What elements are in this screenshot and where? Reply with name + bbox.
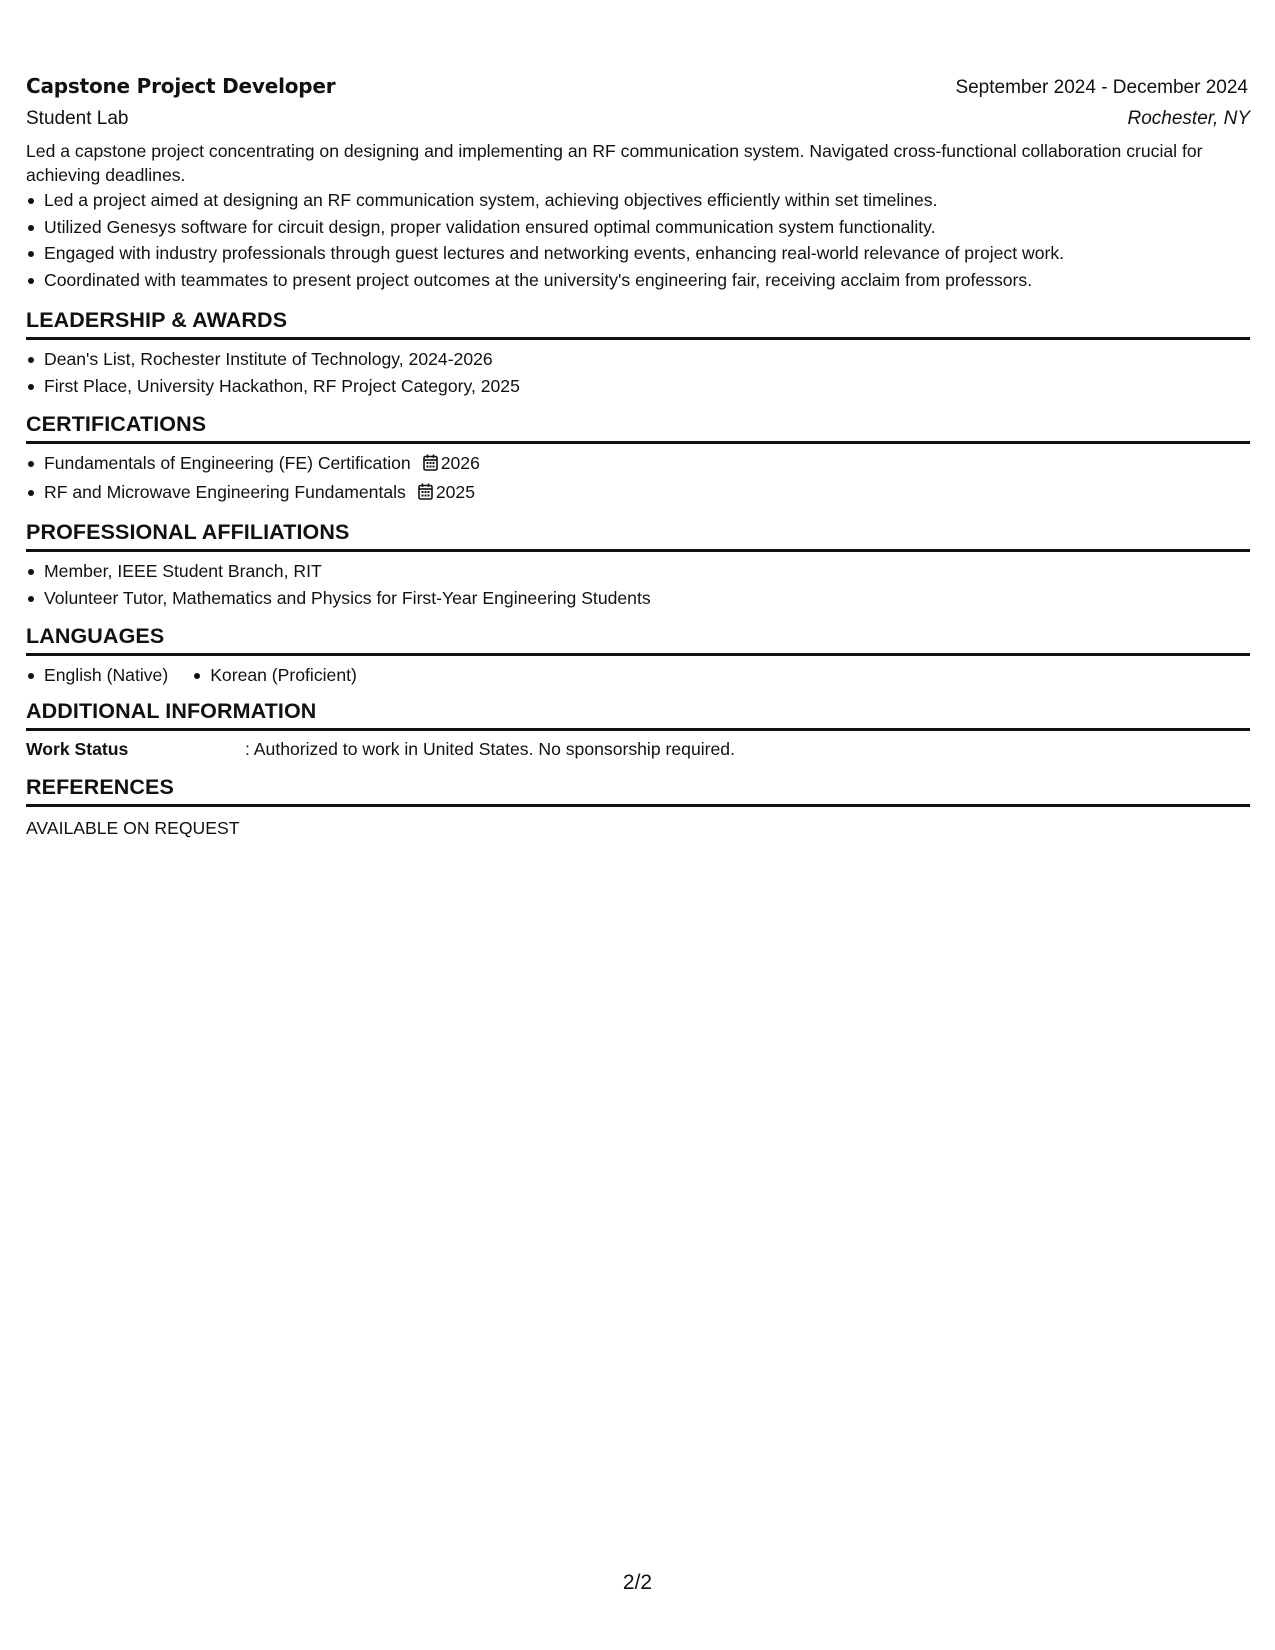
section-heading: PROFESSIONAL AFFILIATIONS [26,520,1250,552]
work-status-value: : Authorized to work in United States. No sponsorship required. [245,738,735,759]
job-dates: September 2024 - December 2024 [955,77,1248,98]
job-bullet-list [26,187,1250,293]
list-item: Utilized Genesys software for circuit design, proper validation ensured optimal communication system functionality. [26,214,1250,241]
section-certifications [26,412,1250,507]
calendar-icon [423,452,438,479]
experience-entry [26,74,1250,293]
section-additional-information [26,699,1250,761]
section-languages [26,624,1250,689]
section-heading: LANGUAGES [26,624,1250,656]
list-item: Volunteer Tutor, Mathematics and Physics for First-Year Engineering Students [26,585,1250,612]
job-title: Capstone Project Developer [26,74,336,98]
section-leadership [26,308,1250,399]
certifications-list [26,450,1250,507]
job-summary: Led a capstone project concentrating on designing and implementing an RF communication system. Navigated cross-functional collaboration crucial for achieving deadlines. [26,141,1203,185]
job-location: Rochester, NY [1127,108,1250,129]
section-references [26,775,1250,840]
affiliations-list [26,558,1250,611]
section-heading: CERTIFICATIONS [26,412,1250,444]
work-status-label: Work Status [26,738,129,759]
certification-item [26,450,1250,479]
leadership-list [26,346,1250,399]
language-item: English (Native) [26,662,168,689]
languages-list [26,662,1250,689]
section-heading: ADDITIONAL INFORMATION [26,699,1250,731]
list-item: Member, IEEE Student Branch, RIT [26,558,1250,585]
certification-item [26,479,1250,508]
list-item: Dean's List, Rochester Institute of Technology, 2024-2026 [26,346,1250,373]
section-heading: REFERENCES [26,775,1250,807]
calendar-icon [418,481,433,508]
certification-year: 2025 [435,481,475,502]
section-affiliations [26,520,1250,611]
resume-page [26,74,1250,840]
list-item: Led a project aimed at designing an RF communication system, achieving objectives efficiently within set timelines. [26,187,1250,214]
list-item: Coordinated with teammates to present project outcomes at the university's engineering fair, receiving acclaim from professors. [26,267,1250,294]
certification-name: Fundamentals of Engineering (FE) Certification [44,453,411,473]
list-item: Engaged with industry professionals through guest lectures and networking events, enhancing real-world relevance of project work. [26,240,1250,267]
job-organization: Student Lab [26,108,129,129]
job-header [26,74,1250,108]
certification-name: RF and Microwave Engineering Fundamentals [44,481,406,502]
language-item: Korean (Proficient) [192,662,357,689]
page-number: 2/2 [622,1571,653,1594]
list-item: First Place, University Hackathon, RF Project Category, 2025 [26,373,1250,400]
certification-year: 2026 [440,453,480,473]
job-subheader [26,108,1250,138]
work-status-row [26,737,1250,761]
section-heading: LEADERSHIP & AWARDS [26,308,1250,340]
references-text: AVAILABLE ON REQUEST [26,817,240,838]
